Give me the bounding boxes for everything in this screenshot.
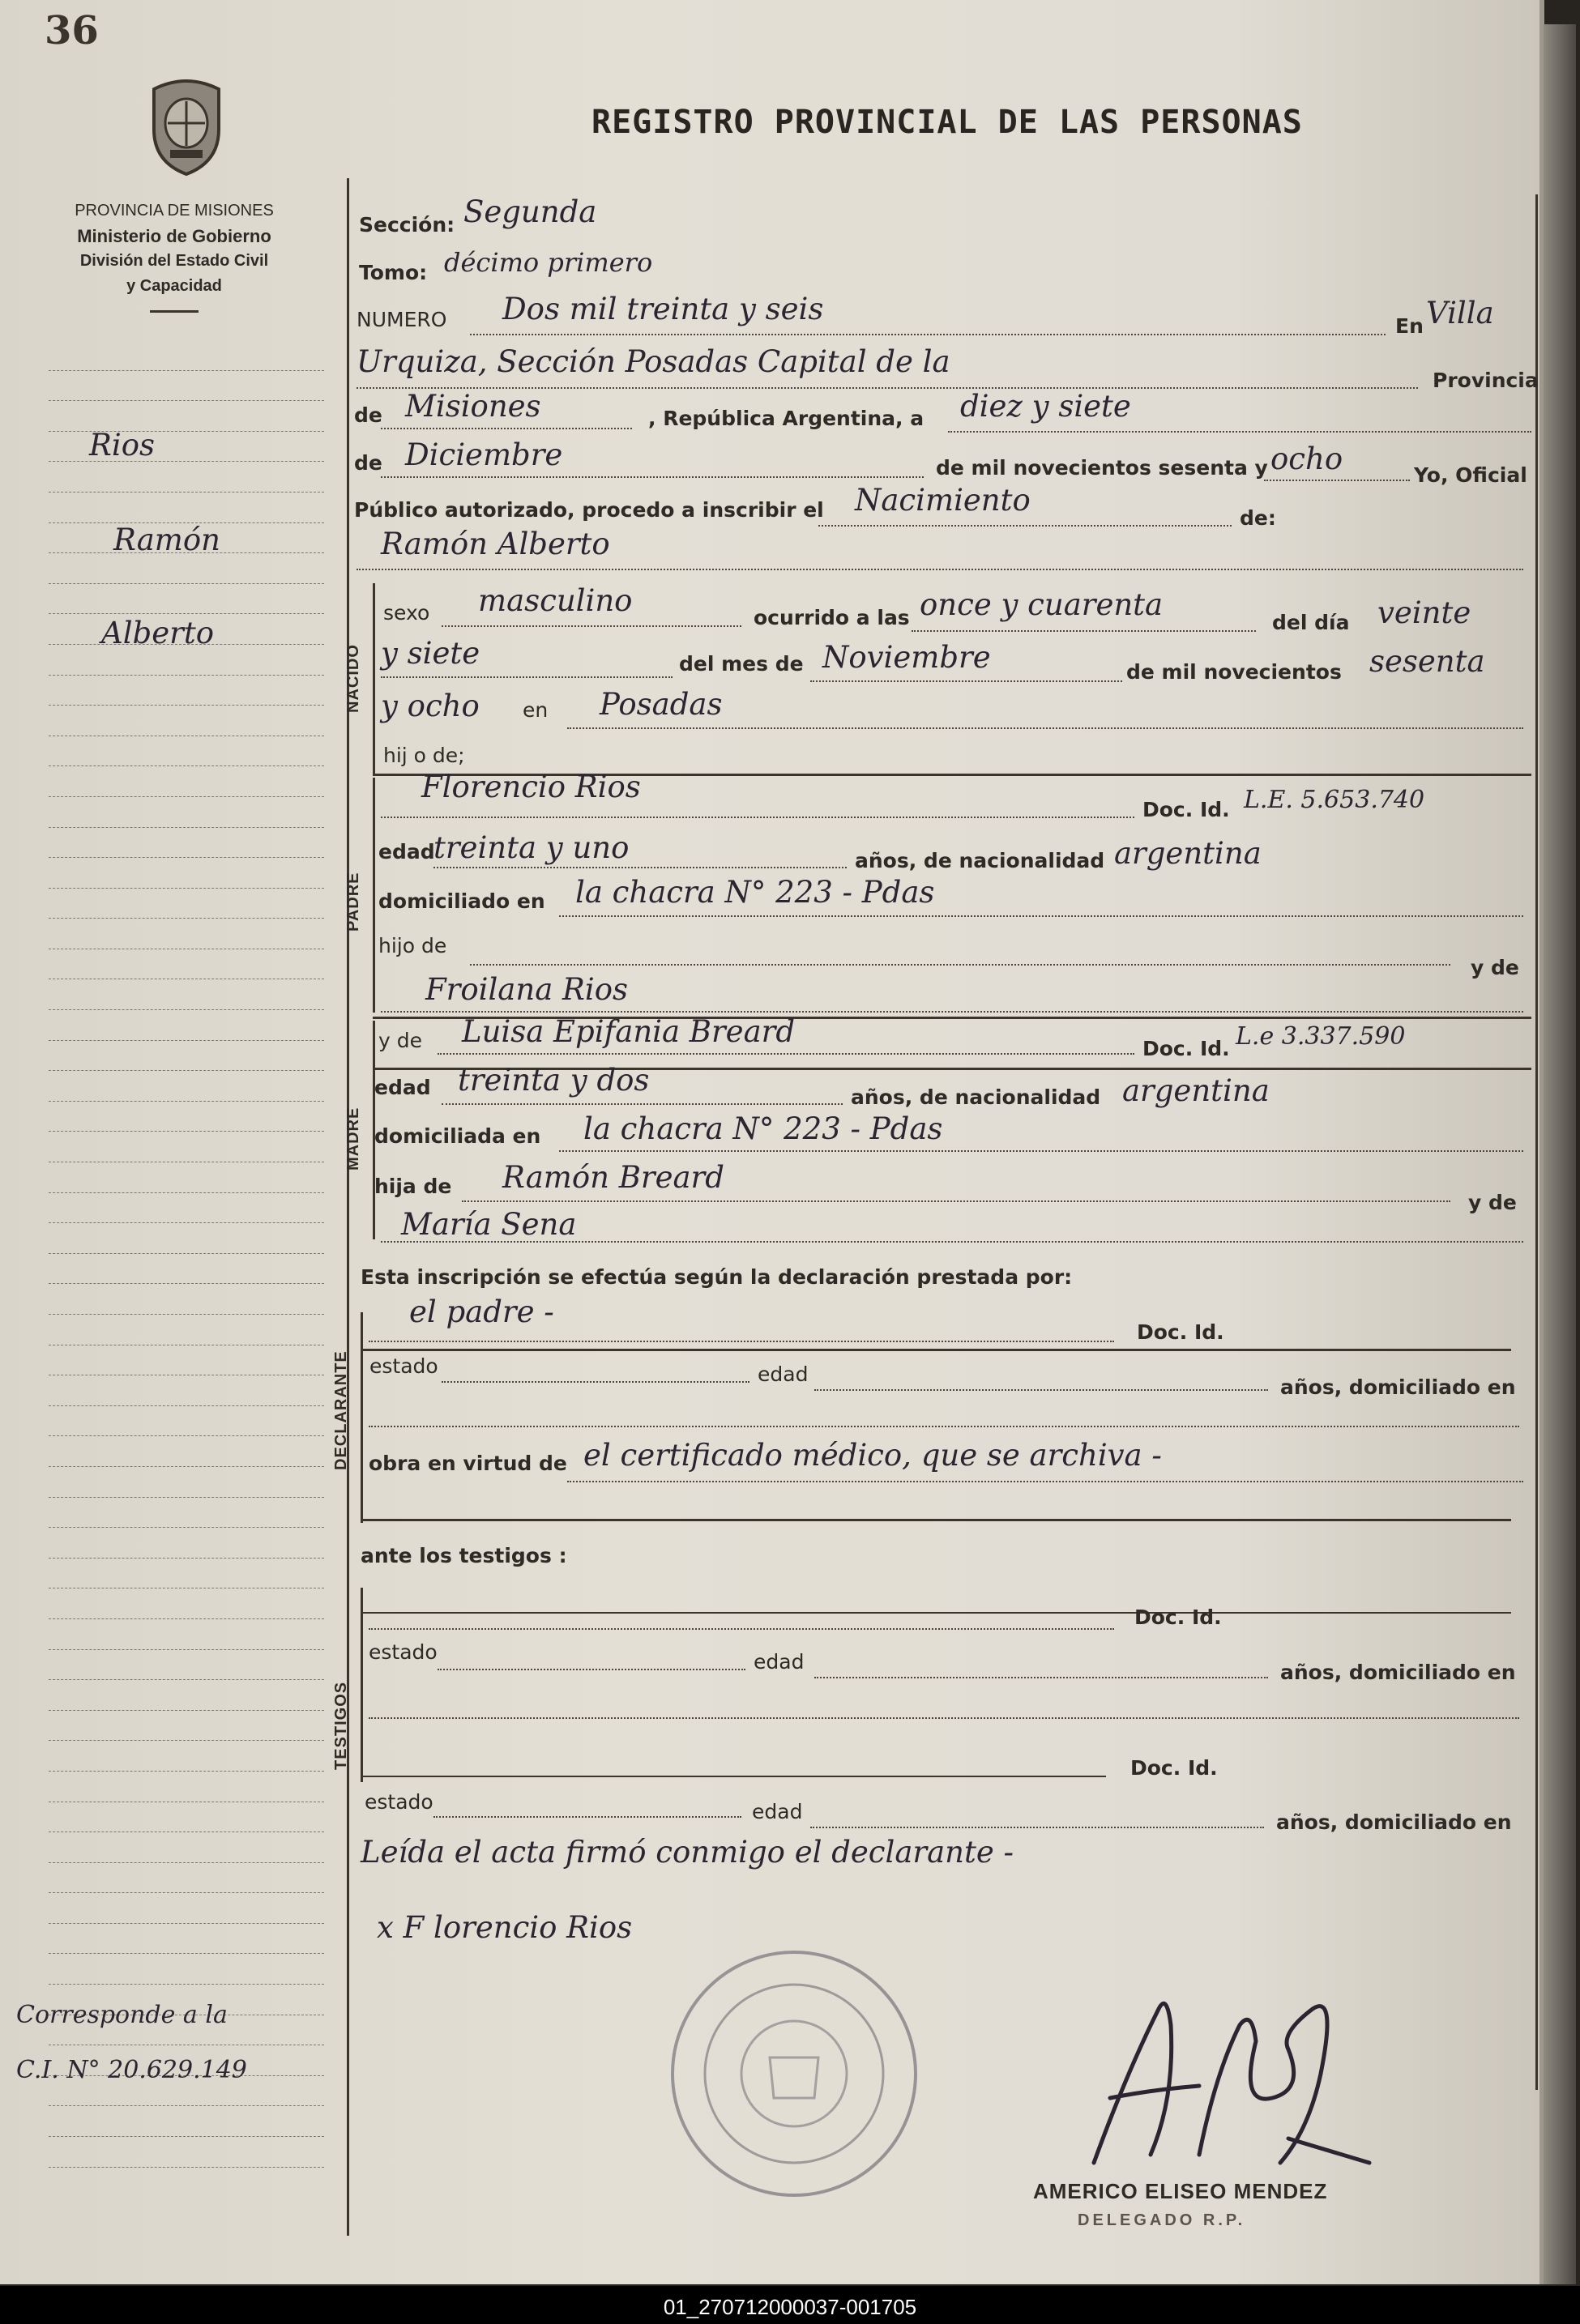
margin-surname: Rios <box>89 428 155 463</box>
anio-nac-value-2: y ocho <box>381 689 480 723</box>
province-label: PROVINCIA DE MISIONES <box>75 202 274 220</box>
madre-nac-label: años, de nacionalidad <box>851 1085 1101 1109</box>
testigo1-edad-label: edad <box>754 1650 805 1674</box>
anio-value: ocho <box>1270 441 1343 476</box>
section-testigos: TESTIGOS <box>332 1681 350 1770</box>
page-number: 36 <box>45 8 99 53</box>
lugar-value-2: Urquiza, Sección Posadas Capital de la <box>357 344 950 379</box>
testigo2-estado-label: estado <box>365 1790 433 1814</box>
ministry-block <box>41 198 308 313</box>
madre-hija-de-label: hija de <box>374 1175 452 1198</box>
declarante-obra: el certificado médico, que se archiva - <box>583 1438 1162 1473</box>
seccion-value: Segunda <box>463 194 597 229</box>
padre-nac-label: años, de nacionalidad <box>855 849 1105 872</box>
declarante-firma: x F lorencio Rios <box>377 1910 633 1945</box>
sexo-label: sexo <box>383 601 430 625</box>
mes-nac-value: Noviembre <box>822 640 991 675</box>
padre-edad-label: edad <box>378 840 435 864</box>
testigo1-estado-label: estado <box>369 1640 438 1664</box>
madre-yde-label: y de <box>378 1029 422 1052</box>
madre-dom-label: domiciliada en <box>374 1124 541 1148</box>
declarante-edad-label: edad <box>758 1362 809 1386</box>
main-right-border <box>1535 194 1538 2090</box>
tomo-label: Tomo: <box>359 261 428 284</box>
numero-value: Dos mil treinta y seis <box>502 292 824 326</box>
madre-edad-label: edad <box>374 1076 431 1099</box>
mes-value: Diciembre <box>405 437 563 472</box>
ocurrido-label: ocurrido a las <box>754 606 910 629</box>
section-madre: MADRE <box>344 1107 362 1171</box>
de3-label: de: <box>1240 506 1276 530</box>
testigo1-anios-label: años, domiciliado en <box>1280 1661 1516 1684</box>
madre-madre: María Sena <box>401 1207 577 1242</box>
madre-nombre: Luisa Epifania Breard <box>462 1014 796 1049</box>
document-title: REGISTRO PROVINCIAL DE LAS PERSONAS <box>591 104 1303 141</box>
official-signature <box>1078 1976 1386 2187</box>
margin-name-2: Alberto <box>101 616 214 650</box>
coat-of-arms-icon <box>142 73 231 178</box>
dia-nac-value-1: veinte <box>1377 595 1471 630</box>
official-name: AMERICO ELISEO MENDEZ <box>1033 2179 1328 2203</box>
declarante-anios-label: años, domiciliado en <box>1280 1375 1516 1399</box>
de-label: de <box>354 403 382 427</box>
padre-hijo-de-label: hijo de <box>378 934 447 957</box>
testigo1-doc-label: Doc. Id. <box>1134 1605 1222 1629</box>
padre-dom-label: domiciliado en <box>378 889 545 913</box>
publico-label: Público autorizado, procedo a inscribir el <box>354 498 824 522</box>
declarante-obra-label: obra en virtud de <box>369 1452 567 1475</box>
section-declarante: DECLARANTE <box>332 1350 350 1470</box>
mes-nac-label: del mes de <box>679 652 804 676</box>
official-role: DELEGADO R.P. <box>1078 2211 1246 2229</box>
provincia-value: Misiones <box>405 389 541 424</box>
anio-nac-value-1: sesenta <box>1369 644 1485 679</box>
padre-padre-de: Froilana Rios <box>425 972 628 1007</box>
sexo-value: masculino <box>478 583 633 618</box>
padre-nacionalidad: argentina <box>1114 836 1262 871</box>
ministry-label: Ministerio de Gobierno <box>77 226 271 246</box>
margin-name-1: Ramón <box>113 522 220 557</box>
oficial-label: Yo, Oficial <box>1414 463 1527 487</box>
padre-doc-value: L.E. 5.653.740 <box>1244 786 1425 814</box>
declarante-por: el padre - <box>409 1294 554 1329</box>
seccion-label: Sección: <box>359 213 455 237</box>
testigos-cierre: Leída el acta firmó conmigo el declarante - <box>361 1835 1014 1870</box>
testigo2-anios-label: años, domiciliado en <box>1276 1810 1512 1834</box>
hora-value: once y cuarenta <box>920 587 1164 622</box>
margin-ruled-lines <box>49 340 324 2168</box>
declarante-doc-label: Doc. Id. <box>1137 1320 1224 1344</box>
image-caption: 01_270712000037-001705 <box>663 2295 917 2319</box>
padre-doc-label: Doc. Id. <box>1142 798 1230 821</box>
provincia-label: Provincia <box>1433 369 1539 392</box>
acto-value: Nacimiento <box>855 483 1031 518</box>
padre-nombre: Florencio Rios <box>421 770 641 804</box>
republica-label: , República Argentina, a <box>648 407 925 430</box>
tomo-value: décimo primero <box>444 247 653 278</box>
main-left-border <box>347 178 349 2236</box>
lugar-nac-value: Posadas <box>600 687 723 722</box>
division-label: División del Estado Civil <box>79 252 269 270</box>
inscripto-value: Ramón Alberto <box>381 527 610 561</box>
madre-yde-label-2: y de <box>1468 1191 1517 1214</box>
section-padre: PADRE <box>344 872 362 932</box>
capacity-label: y Capacidad <box>126 277 222 295</box>
madre-edad-value: treinta y dos <box>458 1063 650 1098</box>
en-nac-label: en <box>523 698 549 722</box>
padre-domicilio: la chacra N° 223 - Pdas <box>575 875 935 910</box>
margin-correspond-2: C.I. N° 20.629.149 <box>16 2056 247 2084</box>
madre-doc-label: Doc. Id. <box>1142 1037 1230 1060</box>
book-edge <box>1544 24 1576 2284</box>
madre-doc-value: L.e 3.337.590 <box>1236 1022 1406 1051</box>
section-nacido: NACIDO <box>344 644 362 713</box>
hijo-label: hij o de; <box>383 744 465 767</box>
dia-value: diez y siete <box>960 389 1131 424</box>
anio-label: de mil novecientos sesenta y <box>936 456 1268 480</box>
lugar-value-1: Villa <box>1426 296 1494 330</box>
padre-yde-label-1: y de <box>1471 956 1519 979</box>
del-dia-label: del día <box>1272 611 1350 634</box>
padre-edad-value: treinta y uno <box>433 830 630 865</box>
official-seal-stamp <box>664 1944 924 2203</box>
testigos-intro: ante los testigos : <box>361 1544 567 1567</box>
mil-nac-label: de mil novecientos <box>1126 660 1342 684</box>
divider <box>150 310 199 313</box>
en-label: En <box>1395 314 1424 338</box>
margin-correspond-1: Corresponde a la <box>16 2001 228 2029</box>
declarante-estado-label: estado <box>369 1354 438 1378</box>
madre-padre: Ramón Breard <box>502 1160 724 1195</box>
testigo2-doc-label: Doc. Id. <box>1130 1756 1218 1780</box>
dia-nac-value-2: y siete <box>381 636 480 671</box>
madre-domicilio: la chacra N° 223 - Pdas <box>583 1111 943 1146</box>
de2-label: de <box>354 451 382 475</box>
madre-nacionalidad: argentina <box>1122 1073 1270 1108</box>
declarante-intro: Esta inscripción se efectúa según la declaración prestada por: <box>361 1265 1073 1289</box>
numero-label: NUMERO <box>357 308 447 331</box>
testigo2-edad-label: edad <box>752 1800 803 1823</box>
